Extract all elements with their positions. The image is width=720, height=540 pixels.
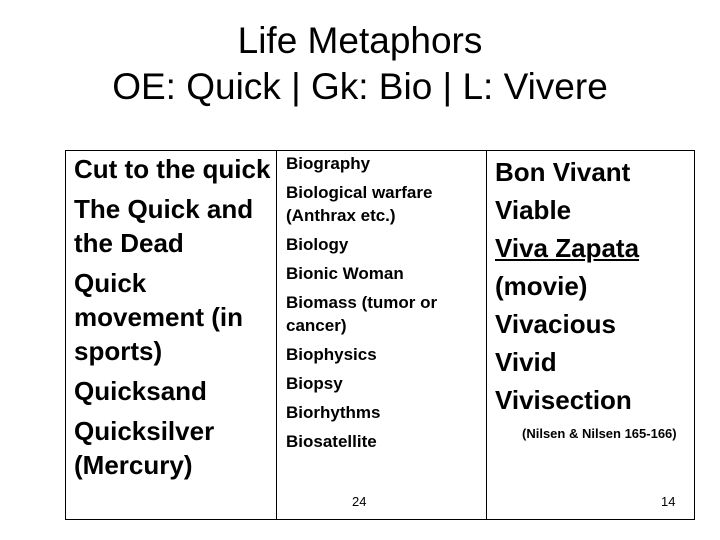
vivere-item: (movie) bbox=[495, 271, 588, 301]
bio-item: Biorhythms bbox=[286, 403, 381, 422]
bio-item: Bionic Woman bbox=[286, 264, 404, 283]
vivere-item-link[interactable]: Viva Zapata bbox=[495, 233, 640, 263]
quick-column bbox=[74, 152, 274, 488]
bio-column bbox=[286, 152, 476, 459]
column-divider-2 bbox=[486, 150, 487, 520]
bio-item: Biosatellite bbox=[286, 432, 377, 451]
quick-item: Quicksand bbox=[74, 376, 207, 406]
column-divider-1 bbox=[276, 150, 277, 520]
bio-item: Biophysics bbox=[286, 345, 377, 364]
vivere-column bbox=[495, 153, 690, 419]
vivere-item: Vivisection bbox=[495, 385, 632, 415]
vivere-item: Vivacious bbox=[495, 309, 616, 339]
quick-item: Quicksilver (Mercury) bbox=[74, 416, 215, 480]
vivere-item: Bon Vivant bbox=[495, 157, 631, 187]
page-number-middle: 24 bbox=[352, 494, 367, 509]
vivere-item: Viable bbox=[495, 195, 572, 225]
bio-item: Biomass (tumor or cancer) bbox=[286, 293, 438, 335]
vivere-item: Vivid bbox=[495, 347, 557, 377]
bio-item: Biography bbox=[286, 154, 371, 173]
citation: (Nilsen & Nilsen 165-166) bbox=[522, 426, 677, 441]
quick-item: Quick movement (in sports) bbox=[74, 268, 244, 366]
bio-item: Biology bbox=[286, 235, 349, 254]
slide-title bbox=[0, 18, 720, 110]
title-line-2: OE: Quick | Gk: Bio | L: Vivere bbox=[112, 66, 608, 107]
quick-item: The Quick and the Dead bbox=[74, 194, 254, 258]
bio-item: Biopsy bbox=[286, 374, 343, 393]
page-number-right: 14 bbox=[661, 494, 676, 509]
quick-item: Cut to the quick bbox=[74, 154, 271, 184]
bio-item: Biological warfare (Anthrax etc.) bbox=[286, 183, 433, 225]
title-line-1: Life Metaphors bbox=[237, 20, 483, 61]
